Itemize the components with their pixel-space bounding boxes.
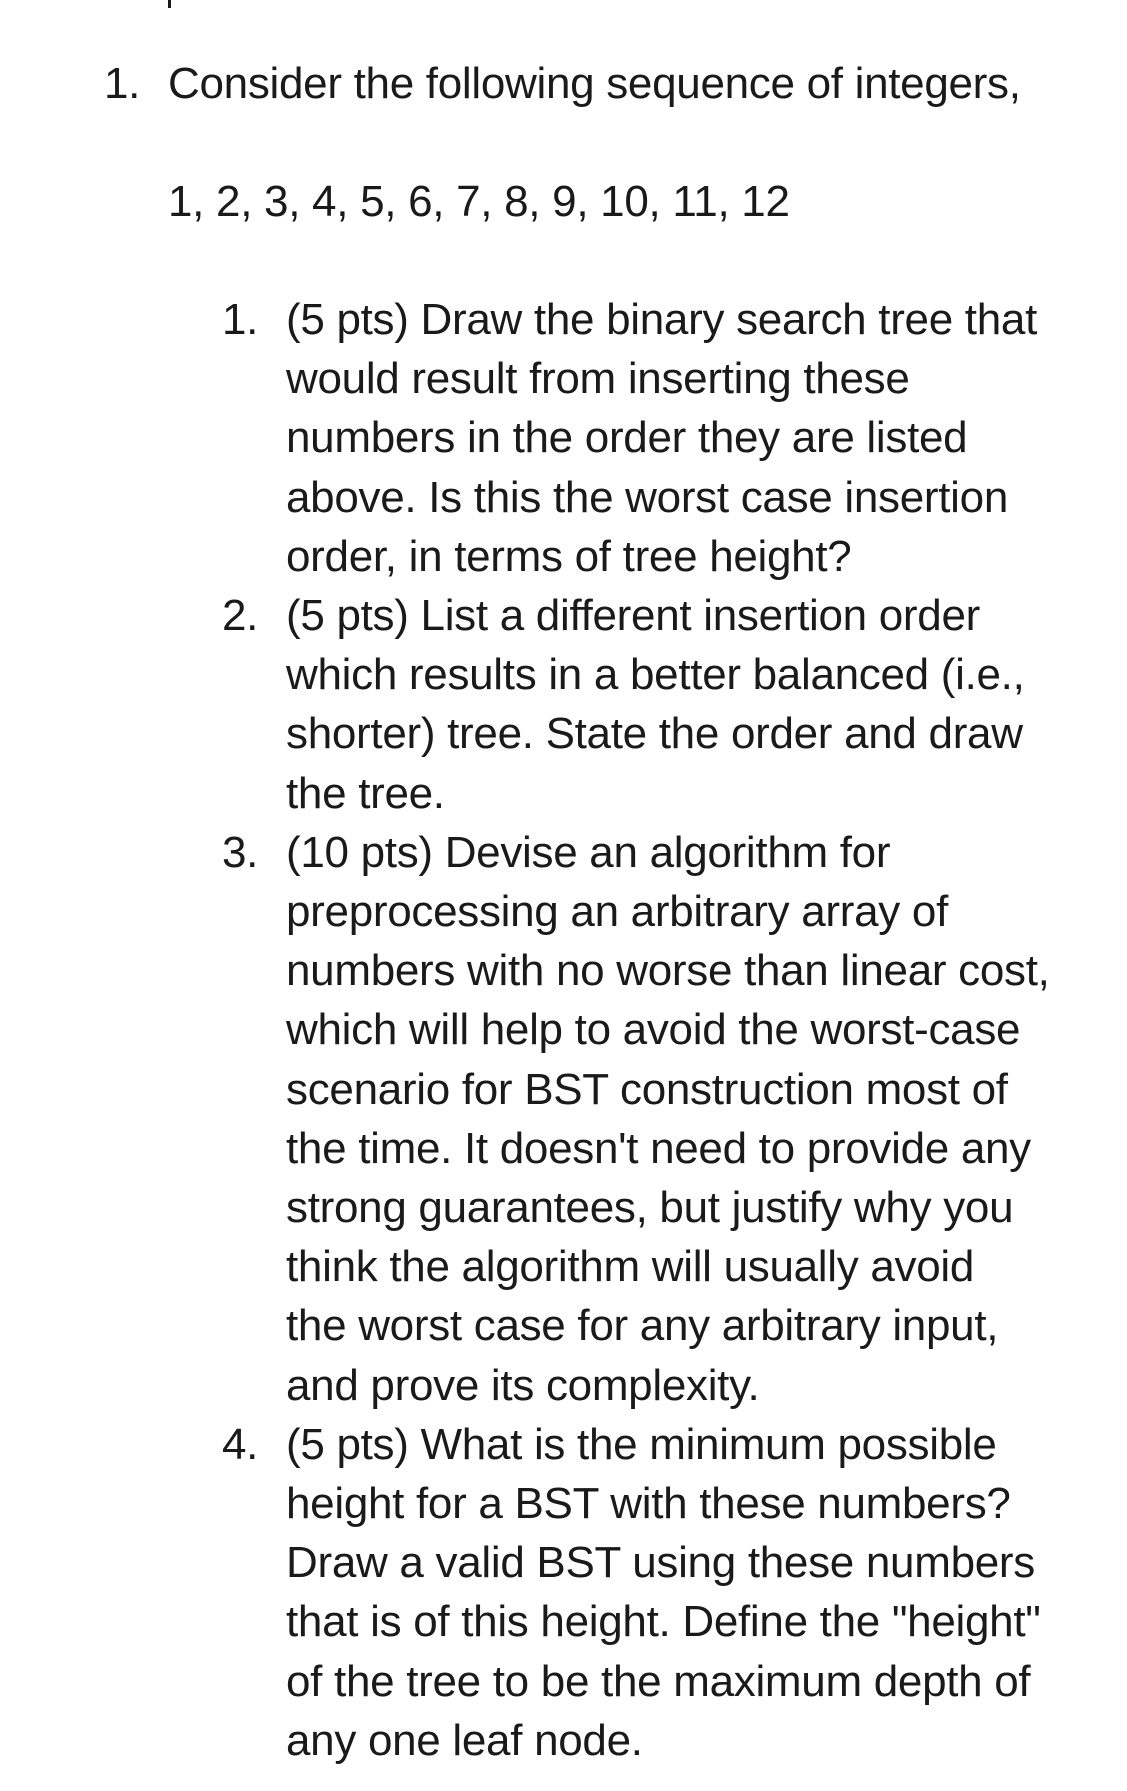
sub-question-4: [222, 1415, 1122, 1770]
question-1: [104, 54, 1021, 114]
sub-question-number: 4.: [222, 1419, 259, 1469]
integer-sequence: 1, 2, 3, 4, 5, 6, 7, 8, 9, 10, 11, 12: [168, 177, 790, 226]
sub-question-1: [222, 290, 1122, 586]
sub-question-2: [222, 586, 1122, 823]
sub-question-number: 2.: [222, 591, 259, 641]
sub-question-number: 3.: [222, 827, 259, 877]
sub-question-text: (5 pts) Draw the binary search tree that would result from inserting these numbers in the order they are listed above. Is this the worst case insertion order, in terms of tree height?: [286, 295, 1037, 581]
sub-question-number: 1.: [222, 295, 259, 344]
question-number: 1.: [104, 59, 141, 108]
sub-question-list: [222, 290, 1122, 1770]
sub-question-text: (5 pts) List a different insertion order which results in a better balanced (i.e., shorter) tree. State the order and draw the tree.: [286, 591, 1025, 818]
top-edge-mark: [168, 0, 171, 8]
sub-question-text: (10 pts) Devise an algorithm for preprocessing an arbitrary array of numbers with no worse than linear cost, which will help to avoid the worst-case scenario for BST construction most of the time. It doesn't need to provide any strong guarantees, but justify why you think the algorithm will usually avoid the worst case for any arbitrary input, and prove its complexity.: [286, 827, 1050, 1410]
question-prompt: Consider the following sequence of integers,: [168, 59, 1021, 108]
sub-question-3: [222, 823, 1122, 1415]
sub-question-text: (5 pts) What is the minimum possible height for a BST with these numbers? Draw a valid BST using these numbers that is of this height. Define the "height" of the tree to be the maximum depth of any one leaf node.: [286, 1419, 1041, 1765]
